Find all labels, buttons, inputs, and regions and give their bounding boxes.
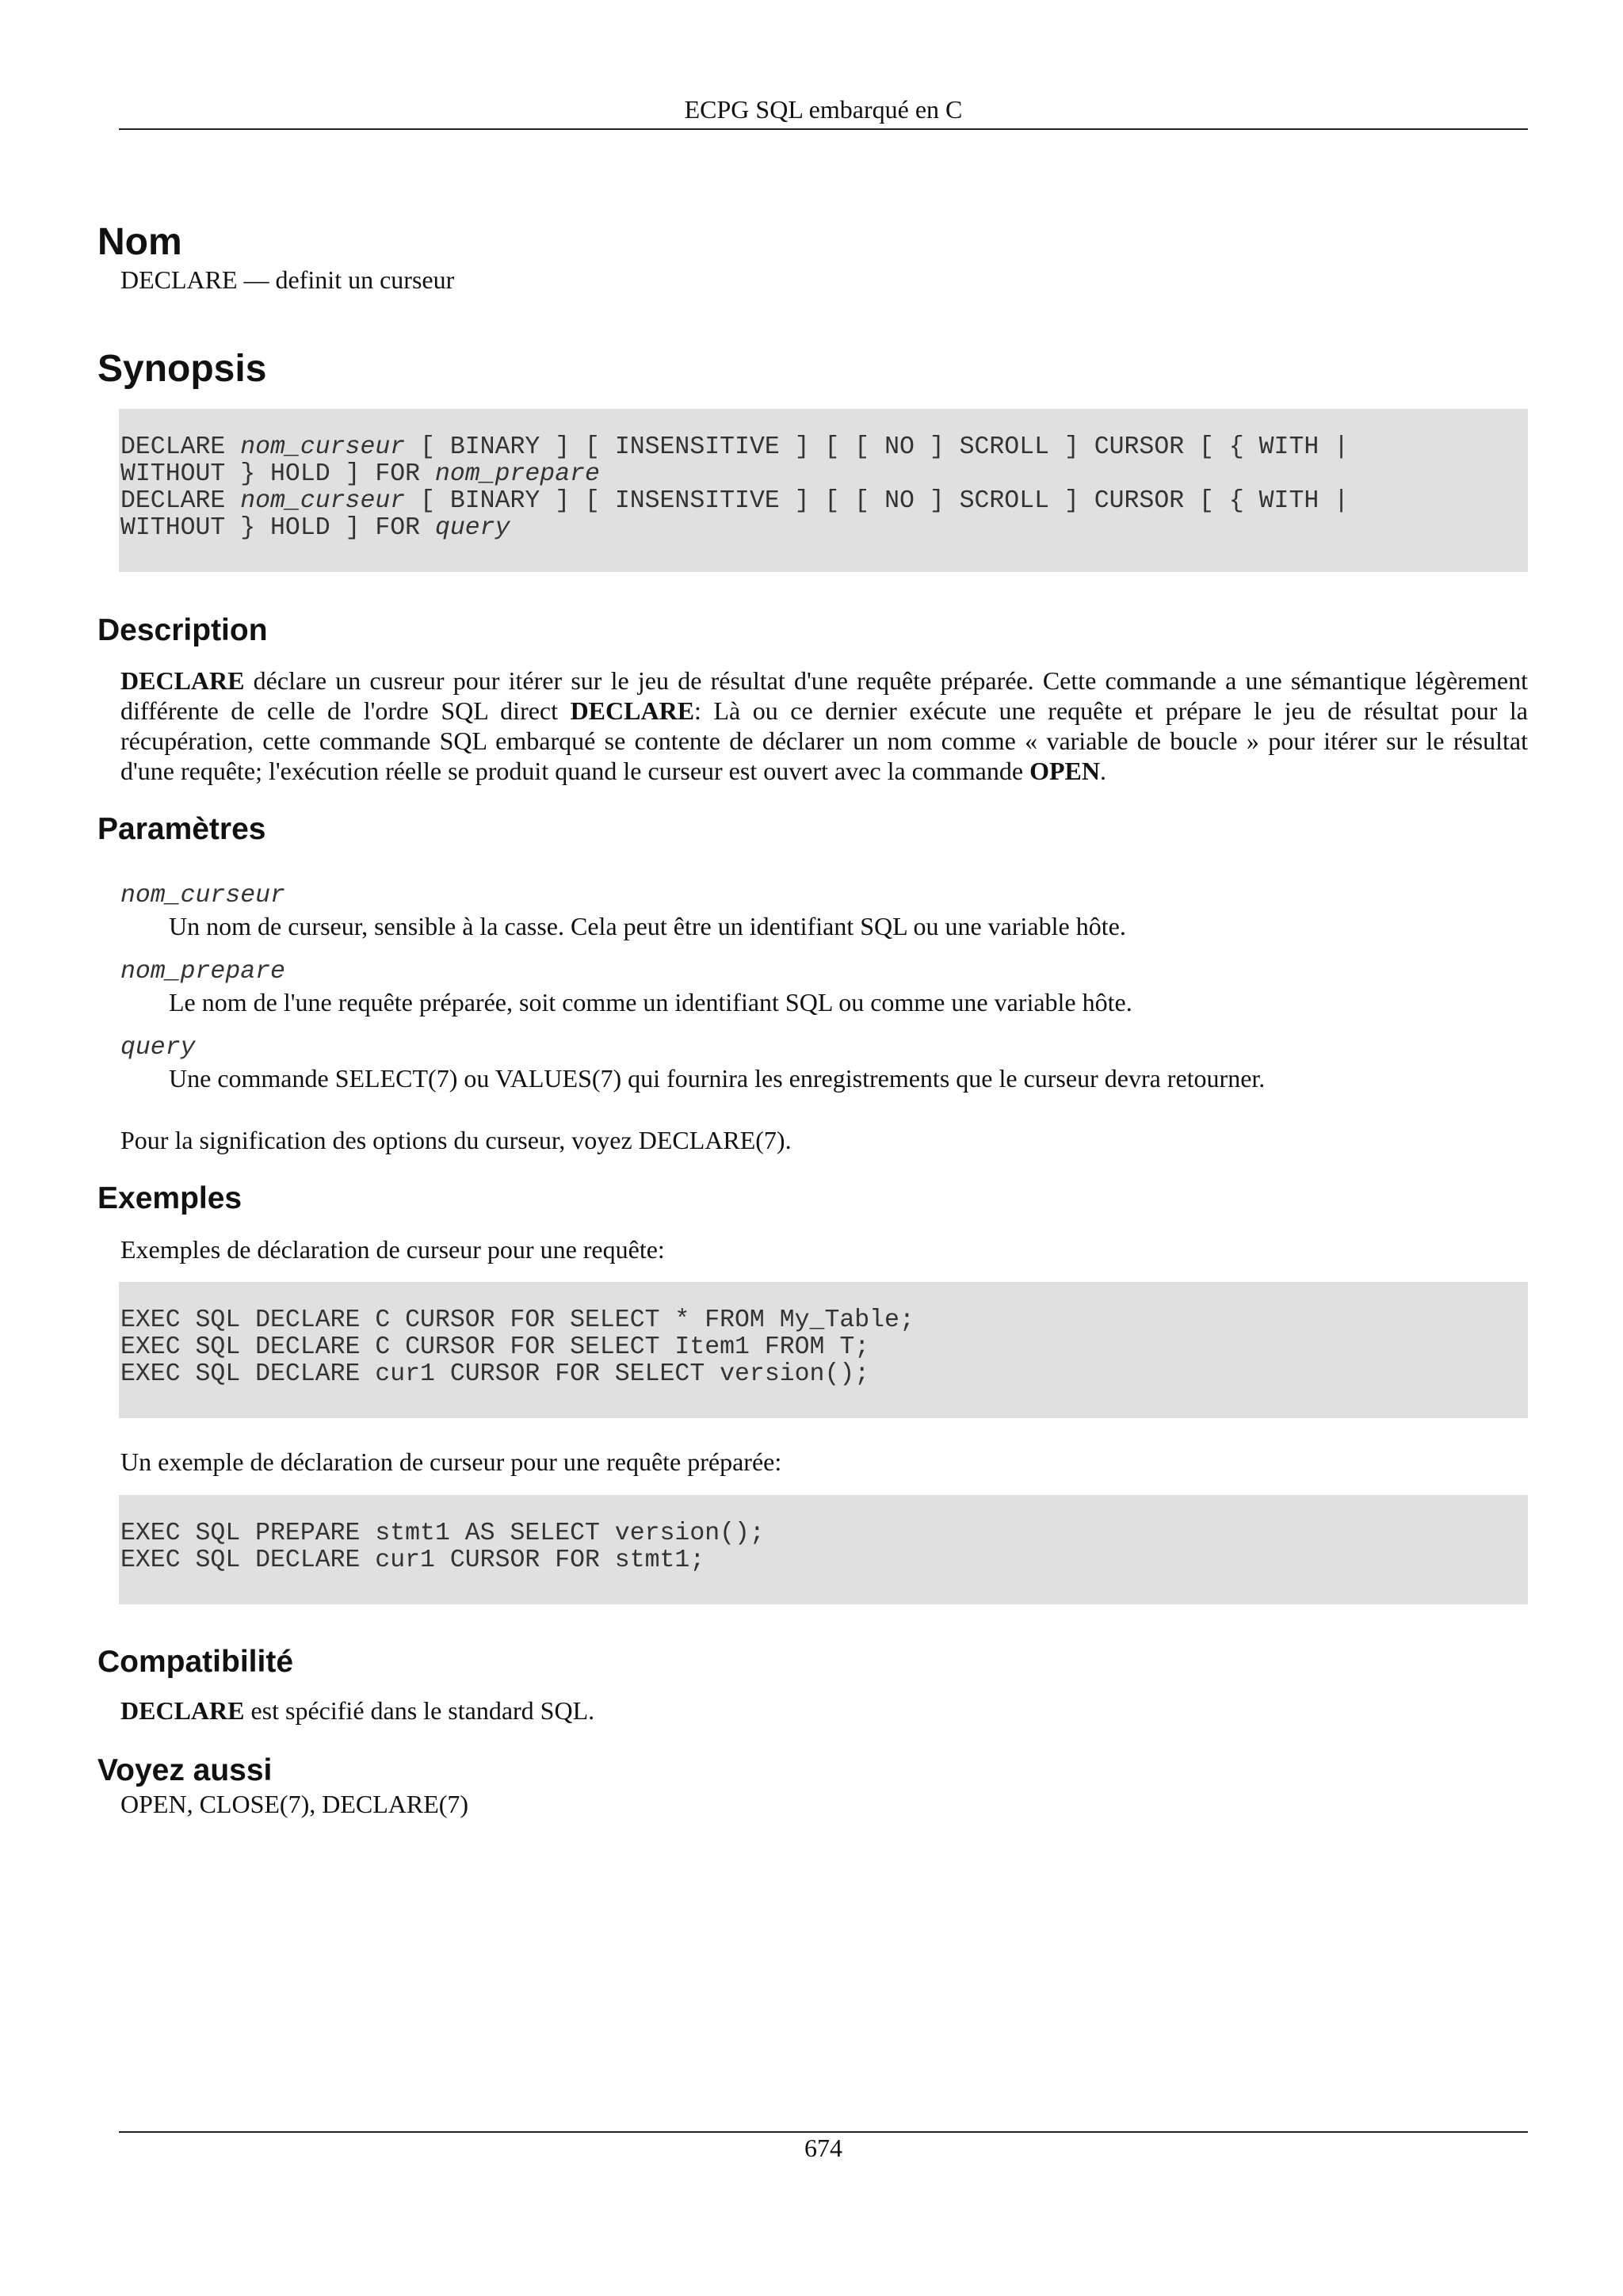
description-paragraph: DECLARE déclare un cusreur pour itérer sur le jeu de résultat d'une requête préparée. Cette commande a une sémantique légèrement différente de celle de l'ordre SQL direct DECLARE: Là ou ce dernier exécute une requête et prépare le jeu de résultat pour la récupération, cette commande SQL embarqué se contente de déclarer un nom comme « variable de boucle » pour itérer sur le résultat d'une requête; l'exécution réelle se produit quand le curseur est ouvert avec la commande OPEN. — [120, 666, 1529, 785]
compatibilite-keyword: DECLARE — [120, 1696, 245, 1725]
running-header: ECPG SQL embarqué en C — [684, 95, 963, 124]
code-placeholder: query — [434, 514, 510, 542]
example-code: EXEC SQL PREPARE stmt1 AS SELECT version(); EXEC SQL DECLARE cur1 CURSOR FOR stmt1; — [120, 1520, 765, 1574]
description-heading: Description — [97, 613, 268, 647]
parametres-note: Pour la signification des options du curseur, voyez DECLARE(7). — [120, 1126, 792, 1154]
parametres-heading: Paramètres — [97, 812, 266, 846]
code-placeholder: nom_curseur — [240, 433, 406, 461]
header-rule — [119, 128, 1528, 130]
example-code-block — [119, 1495, 1528, 1604]
param-description: Le nom de l'une requête préparée, soit comme un identifiant SQL ou comme une variable hôte. — [169, 988, 1132, 1016]
voyez-aussi-heading: Voyez aussi — [97, 1753, 273, 1787]
param-description: Un nom de curseur, sensible à la casse. Cela peut être un identifiant SQL ou une variable hôte. — [169, 912, 1126, 940]
synopsis-code: DECLARE nom_curseur [ BINARY ] [ INSENSITIVE ] [ [ NO ] SCROLL ] CURSOR [ { WITH | WITHOUT } HOLD ] FOR nom_prepare DECLARE nom_curseur [ BINARY ] [ INSENSITIVE ] [ [ NO ] SCROLL ] CURSOR [ { WITH | WITHOUT } HOLD ] FOR query — [120, 433, 1350, 542]
exemples-heading: Exemples — [97, 1181, 242, 1215]
page-number: 674 — [804, 2134, 842, 2162]
command-keyword: DECLARE — [570, 696, 695, 725]
nom-heading: Nom — [97, 221, 182, 263]
param-term: query — [120, 1034, 196, 1062]
synopsis-heading: Synopsis — [97, 348, 267, 390]
compatibilite-rest: est spécifié dans le standard SQL. — [244, 1696, 595, 1725]
param-description: Une commande SELECT(7) ou VALUES(7) qui fournira les enregistrements que le curseur devra retourner. — [169, 1064, 1266, 1093]
command-keyword: OPEN — [1029, 757, 1100, 785]
param-term: nom_prepare — [120, 958, 285, 986]
code-placeholder: nom_curseur — [240, 487, 406, 515]
compatibilite-text — [120, 1695, 1528, 1726]
command-keyword: DECLARE — [120, 666, 245, 695]
voyez-aussi-links: OPEN, CLOSE(7), DECLARE(7) — [120, 1790, 469, 1818]
param-term: nom_curseur — [120, 882, 285, 910]
code-placeholder: nom_prepare — [434, 460, 600, 488]
example-code: EXEC SQL DECLARE C CURSOR FOR SELECT * FROM My_Table; EXEC SQL DECLARE C CURSOR FOR SELECT Item1 FROM T; EXEC SQL DECLARE cur1 CURSOR FOR SELECT version(); — [120, 1306, 915, 1388]
synopsis-code-block — [119, 409, 1528, 572]
exemples-intro: Exemples de déclaration de curseur pour une requête: — [120, 1235, 665, 1264]
compatibilite-heading: Compatibilité — [97, 1645, 294, 1679]
exemples-intro: Un exemple de déclaration de curseur pour une requête préparée: — [120, 1447, 782, 1476]
nom-text: DECLARE — definit un curseur — [120, 265, 455, 294]
example-code-block — [119, 1282, 1528, 1418]
